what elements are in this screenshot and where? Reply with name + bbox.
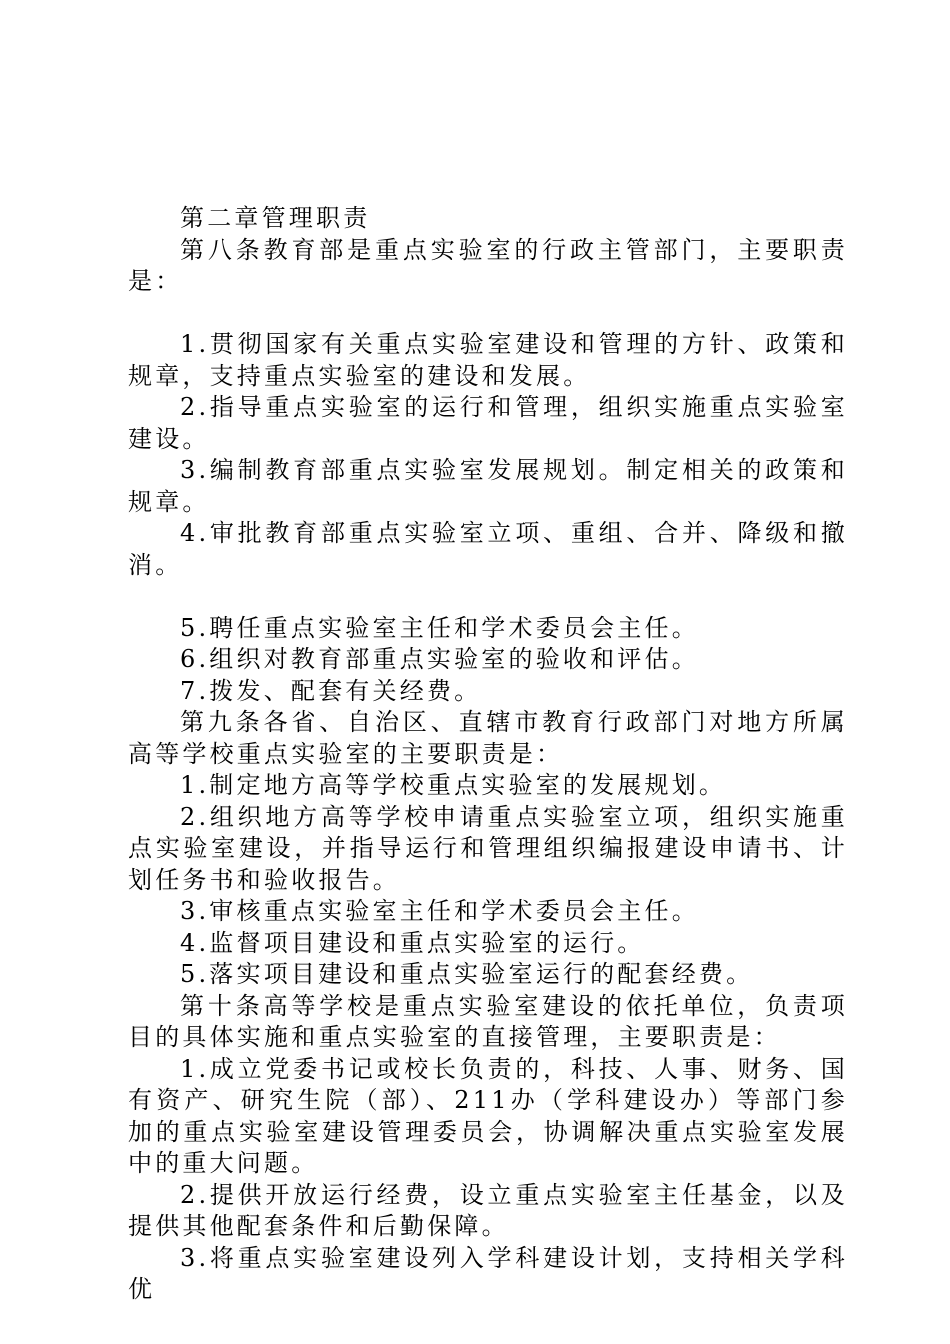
paragraph: 6.组织对教育部重点实验室的验收和评估。 [180,645,699,673]
paragraph: 3.审核重点实验室主任和学术委员会主任。 [180,897,699,925]
paragraph: 2.提供开放运行经费，设立重点实验室主任基金，以及提供其他配套条件和后勤保障。 [128,1180,848,1240]
document-body [128,203,848,1306]
paragraph: 1.贯彻国家有关重点实验室建设和管理的方针、政策和规章，支持重点实验室的建设和发展。 [128,330,848,390]
paragraph: 第十条高等学校是重点实验室建设的依托单位，负责项目的具体实施和重点实验室的直接管理，主要职责是： [128,991,848,1051]
paragraph: 2.组织地方高等学校申请重点实验室立项，组织实施重点实验室建设，并指导运行和管理组织编报建设申请书、计划任务书和验收报告。 [128,802,848,894]
paragraph: 1.成立党委书记或校长负责的，科技、人事、财务、国有资产、研究生院（部）、211办（学科建设办）等部门参加的重点实验室建设管理委员会，协调解决重点实验室发展中的重大问题。 [128,1054,848,1177]
paragraph: 3.编制教育部重点实验室发展规划。制定相关的政策和规章。 [128,456,848,516]
paragraph: 3.将重点实验室建设列入学科建设计划，支持相关学科优 [128,1243,848,1303]
paragraph: 第八条教育部是重点实验室的行政主管部门，主要职责是： [128,235,848,295]
paragraph: 2.指导重点实验室的运行和管理，组织实施重点实验室建设。 [128,393,848,453]
paragraph: 5.落实项目建设和重点实验室运行的配套经费。 [180,960,754,988]
paragraph: 7.拨发、配套有关经费。 [180,676,482,705]
paragraph: 4.监督项目建设和重点实验室的运行。 [180,928,645,957]
paragraph: 4.审批教育部重点实验室立项、重组、合并、降级和撤消。 [128,519,848,579]
paragraph: 1.制定地方高等学校重点实验室的发展规划。 [180,771,727,799]
chapter-title: 第二章管理职责 [180,204,371,232]
paragraph: 5.聘任重点实验室主任和学术委员会主任。 [180,613,699,642]
paragraph: 第九条各省、自治区、直辖市教育行政部门对地方所属高等学校重点实验室的主要职责是： [128,708,848,768]
